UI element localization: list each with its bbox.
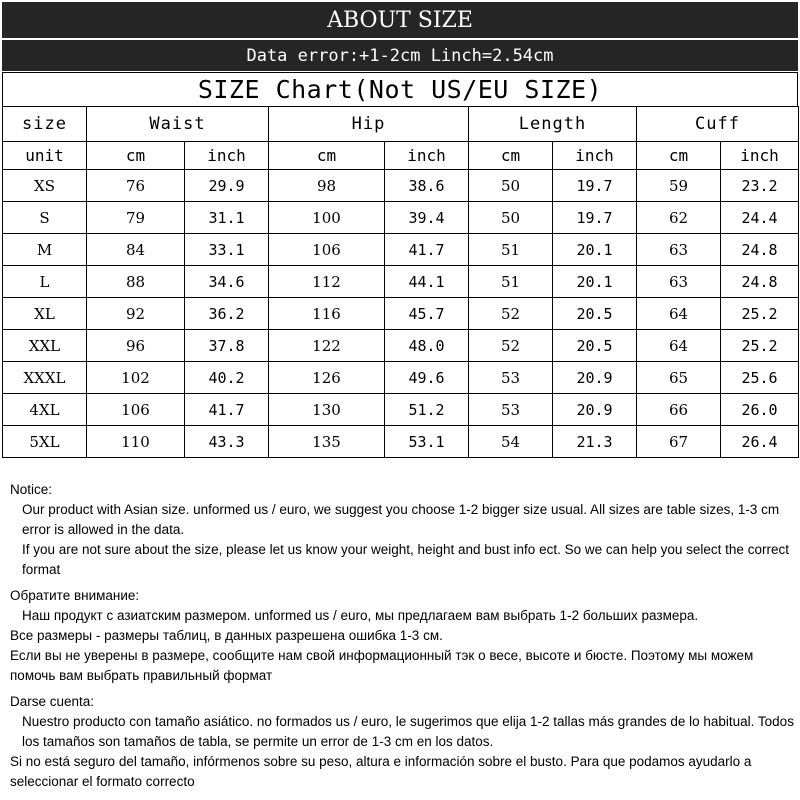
cuff-header: Cuff — [637, 107, 799, 142]
value-cell: 45.7 — [385, 298, 469, 330]
length-header: Length — [469, 107, 637, 142]
table-row — [3, 202, 799, 234]
value-cell: 52 — [469, 298, 553, 330]
value-cell: 20.1 — [553, 266, 637, 298]
value-cell: 40.2 — [185, 362, 269, 394]
value-cell: 126 — [269, 362, 385, 394]
size-cell: L — [3, 266, 87, 298]
table-header-row — [3, 107, 799, 142]
value-cell: 92 — [87, 298, 185, 330]
value-cell: 20.1 — [553, 234, 637, 266]
value-cell: 51.2 — [385, 394, 469, 426]
table-unit-row — [3, 142, 799, 170]
value-cell: 49.6 — [385, 362, 469, 394]
value-cell: 102 — [87, 362, 185, 394]
value-cell: 51 — [469, 266, 553, 298]
unit-cell: inch — [185, 142, 269, 170]
size-cell: 4XL — [3, 394, 87, 426]
unit-cell: inch — [553, 142, 637, 170]
value-cell: 24.8 — [721, 266, 799, 298]
value-cell: 63 — [637, 266, 721, 298]
value-cell: 39.4 — [385, 202, 469, 234]
notice-text-en-1: Our product with Asian size. unformed us / euro, we suggest you choose 1-2 bigger size usual. All sizes are table sizes, 1-3 cm error is allowed in the data. — [22, 502, 780, 537]
size-cell: XS — [3, 170, 87, 202]
value-cell: 62 — [637, 202, 721, 234]
value-cell: 135 — [269, 426, 385, 458]
value-cell: 41.7 — [185, 394, 269, 426]
table-row — [3, 266, 799, 298]
value-cell: 112 — [269, 266, 385, 298]
notice-text-es-1: Nuestro producto con tamaño asiático. no formados us / euro, le sugerimos que elija 1-2 tallas más grandes de lo habitual. Todos los tamaños son tamaños de tabla, se permite un error de 1-3 cm en los datos. — [22, 714, 794, 749]
value-cell: 20.9 — [553, 362, 637, 394]
page-title: ABOUT SIZE — [2, 2, 798, 38]
value-cell: 26.4 — [721, 426, 799, 458]
value-cell: 43.3 — [185, 426, 269, 458]
unit-header: unit — [3, 142, 87, 170]
size-cell: XXXL — [3, 362, 87, 394]
value-cell: 63 — [637, 234, 721, 266]
notice-text-ru-3: Если вы не уверены в размере, сообщите нам свой информационный тэк о весе, высоте и бюсте. Поэтому мы можем помочь вам выбрать правильный формат — [10, 648, 754, 683]
value-cell: 51 — [469, 234, 553, 266]
value-cell: 38.6 — [385, 170, 469, 202]
value-cell: 122 — [269, 330, 385, 362]
value-cell: 100 — [269, 202, 385, 234]
value-cell: 19.7 — [553, 202, 637, 234]
value-cell: 110 — [87, 426, 185, 458]
value-cell: 76 — [87, 170, 185, 202]
table-row — [3, 330, 799, 362]
table-row — [3, 394, 799, 426]
value-cell: 50 — [469, 170, 553, 202]
value-cell: 25.2 — [721, 330, 799, 362]
value-cell: 64 — [637, 330, 721, 362]
value-cell: 29.9 — [185, 170, 269, 202]
size-cell: XL — [3, 298, 87, 330]
value-cell: 53 — [469, 362, 553, 394]
notice-heading-ru: Обратите внимание: — [10, 588, 140, 603]
value-cell: 53.1 — [385, 426, 469, 458]
value-cell: 65 — [637, 362, 721, 394]
value-cell: 44.1 — [385, 266, 469, 298]
size-cell: XXL — [3, 330, 87, 362]
notice-heading-es: Darse cuenta: — [10, 694, 95, 709]
waist-header: Waist — [87, 107, 269, 142]
notice-text-es-2: Si no está seguro del tamaño, infórmenos sobre su peso, altura e información sobre el busto. Para que podamos ayudarlo a seleccionar el formato correcto — [10, 754, 752, 789]
value-cell: 88 — [87, 266, 185, 298]
notice-heading-en: Notice: — [10, 482, 53, 497]
unit-cell: inch — [721, 142, 799, 170]
value-cell: 20.5 — [553, 330, 637, 362]
value-cell: 79 — [87, 202, 185, 234]
value-cell: 20.5 — [553, 298, 637, 330]
value-cell: 66 — [637, 394, 721, 426]
value-cell: 96 — [87, 330, 185, 362]
value-cell: 67 — [637, 426, 721, 458]
value-cell: 53 — [469, 394, 553, 426]
value-cell: 37.8 — [185, 330, 269, 362]
value-cell: 84 — [87, 234, 185, 266]
value-cell: 64 — [637, 298, 721, 330]
size-cell: M — [3, 234, 87, 266]
hip-header: Hip — [269, 107, 469, 142]
size-cell: S — [3, 202, 87, 234]
value-cell: 36.2 — [185, 298, 269, 330]
value-cell: 24.8 — [721, 234, 799, 266]
table-row — [3, 234, 799, 266]
unit-cell: cm — [87, 142, 185, 170]
size-cell: 5XL — [3, 426, 87, 458]
value-cell: 41.7 — [385, 234, 469, 266]
unit-cell: cm — [269, 142, 385, 170]
value-cell: 31.1 — [185, 202, 269, 234]
unit-cell: cm — [637, 142, 721, 170]
value-cell: 24.4 — [721, 202, 799, 234]
value-cell: 25.2 — [721, 298, 799, 330]
value-cell: 54 — [469, 426, 553, 458]
value-cell: 20.9 — [553, 394, 637, 426]
value-cell: 116 — [269, 298, 385, 330]
value-cell: 23.2 — [721, 170, 799, 202]
value-cell: 34.6 — [185, 266, 269, 298]
table-row — [3, 170, 799, 202]
size-header: size — [3, 107, 87, 142]
notice-text-ru-2: Все размеры - размеры таблиц, в данных разрешена ошибка 1-3 см. — [10, 628, 443, 643]
data-error-note: Data error:+1-2cm Linch=2.54cm — [2, 40, 798, 71]
unit-cell: inch — [385, 142, 469, 170]
value-cell: 21.3 — [553, 426, 637, 458]
value-cell: 52 — [469, 330, 553, 362]
size-notes — [10, 480, 794, 792]
value-cell: 98 — [269, 170, 385, 202]
value-cell: 19.7 — [553, 170, 637, 202]
table-row — [3, 426, 799, 458]
size-chart-title: SIZE Chart(Not US/EU SIZE) — [2, 72, 798, 106]
notice-text-en-2: If you are not sure about the size, please let us know your weight, height and bust info ect. So we can help you select the correct format — [22, 542, 789, 577]
table-row — [3, 362, 799, 394]
value-cell: 33.1 — [185, 234, 269, 266]
value-cell: 106 — [269, 234, 385, 266]
table-row — [3, 298, 799, 330]
value-cell: 48.0 — [385, 330, 469, 362]
value-cell: 25.6 — [721, 362, 799, 394]
value-cell: 26.0 — [721, 394, 799, 426]
size-table — [2, 106, 799, 458]
notice-text-ru-1: Наш продукт с азиатским размером. unformed us / euro, мы предлагаем вам выбрать 1-2 больших размера. — [22, 608, 699, 623]
value-cell: 50 — [469, 202, 553, 234]
unit-cell: cm — [469, 142, 553, 170]
value-cell: 106 — [87, 394, 185, 426]
value-cell: 59 — [637, 170, 721, 202]
value-cell: 130 — [269, 394, 385, 426]
